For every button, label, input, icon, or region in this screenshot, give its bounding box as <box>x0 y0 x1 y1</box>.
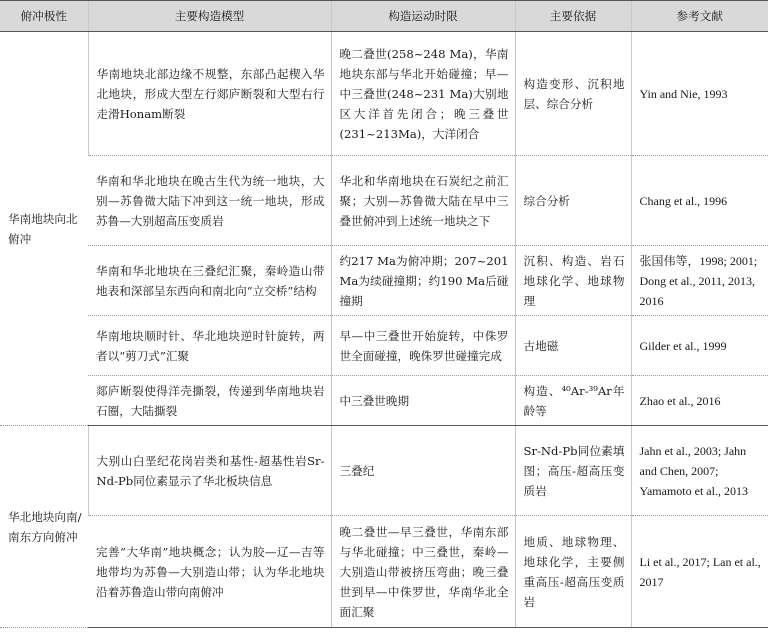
timing-cell: 中三叠世晚期 <box>331 376 515 426</box>
evidence-cell: 综合分析 <box>515 156 631 246</box>
timing-cell: 早—中三叠世开始旋转，中侏罗世全面碰撞，晚侏罗世碰撞完成 <box>331 316 515 376</box>
polarity-cell: 华北地块向南/南东方向俯冲 <box>0 426 88 628</box>
evidence-cell: 构造变形、沉积地层、综合分析 <box>515 32 631 156</box>
evidence-cell: Sr-Nd-Pb同位素填图；高压-超高压变质岩 <box>515 426 631 516</box>
table-row <box>0 32 768 156</box>
header-polarity: 俯冲极性 <box>0 1 88 32</box>
reference-cell: Yin and Nie, 1993 <box>631 32 768 156</box>
timing-cell: 三叠纪 <box>331 426 515 516</box>
table-row <box>0 426 768 516</box>
timing-cell: 约217 Ma为俯冲期；207~201 Ma为续碰撞期；约190 Ma后碰撞期 <box>331 246 515 316</box>
timing-cell: 晚二叠世—早三叠世，华南东部与华北碰撞；中三叠世，秦岭—大别造山带被挤压弯曲；晚三叠世到早—中侏罗世，华南华北全面汇聚 <box>331 516 515 628</box>
table-row <box>0 516 768 628</box>
model-cell: 华南和华北地块在三叠纪汇聚，秦岭造山带地表和深部呈东西向和南北向“立交桥”结构 <box>88 246 331 316</box>
model-cell: 华南地块北部边缘不规整，东部凸起楔入华北地块，形成大型左行郯庐断裂和大型右行走滑Honam断裂 <box>88 32 331 156</box>
table-row <box>0 156 768 246</box>
evidence-cell: 构造、⁴⁰Ar-³⁹Ar年龄等 <box>515 376 631 426</box>
reference-cell: Jahn et al., 2003; Jahn and Chen, 2007; Yamamoto et al., 2013 <box>631 426 768 516</box>
header-model: 主要构造模型 <box>88 1 331 32</box>
header-evidence: 主要依据 <box>515 1 631 32</box>
table-row <box>0 376 768 426</box>
model-cell: 完善“大华南”地块概念；认为胶—辽—吉等地带均为苏鲁—大别造山带；认为华北地块沿着苏鲁造山带向南俯冲 <box>88 516 331 628</box>
reference-cell: Chang et al., 1996 <box>631 156 768 246</box>
reference-cell: 张国伟等，1998; 2001; Dong et al., 2011, 2013, 2016 <box>631 246 768 316</box>
table-row <box>0 246 768 316</box>
reference-cell: Gilder et al., 1999 <box>631 316 768 376</box>
timing-cell: 华北和华南地块在石炭纪之前汇聚；大别—苏鲁微大陆在早中三叠世俯冲到上述统一地块之下 <box>331 156 515 246</box>
polarity-cell: 华南地块向北俯冲 <box>0 32 88 426</box>
model-cell: 大别山白垩纪花岗岩类和基性-超基性岩Sr-Nd-Pb同位素显示了华北板块信息 <box>88 426 331 516</box>
evidence-cell: 地质、地球物理、地球化学，主要侧重高压-超高压变质岩 <box>515 516 631 628</box>
model-cell: 郯庐断裂使得洋壳撕裂，传递到华南地块岩石圈，大陆撕裂 <box>88 376 331 426</box>
evidence-cell: 古地磁 <box>515 316 631 376</box>
model-cell: 华南地块顺时针、华北地块逆时针旋转，两者以“剪刀式”汇聚 <box>88 316 331 376</box>
reference-cell: Zhao et al., 2016 <box>631 376 768 426</box>
header-timing: 构造运动时限 <box>331 1 515 32</box>
header-row <box>0 1 768 32</box>
timing-cell: 晚二叠世(258~248 Ma)，华南地块东部与华北开始碰撞；早—中三叠世(248~231 Ma)大别地区大洋首先闭合；晚三叠世(231~213Ma)，大洋闭合 <box>331 32 515 156</box>
reference-cell: Li et al., 2017; Lan et al., 2017 <box>631 516 768 628</box>
table-row <box>0 316 768 376</box>
evidence-cell: 沉积、构造、岩石地球化学、地球物理 <box>515 246 631 316</box>
header-reference: 参考文献 <box>631 1 768 32</box>
model-cell: 华南和华北地块在晚古生代为统一地块，大别—苏鲁微大陆下冲到这一统一地块，形成苏鲁—大别超高压变质岩 <box>88 156 331 246</box>
